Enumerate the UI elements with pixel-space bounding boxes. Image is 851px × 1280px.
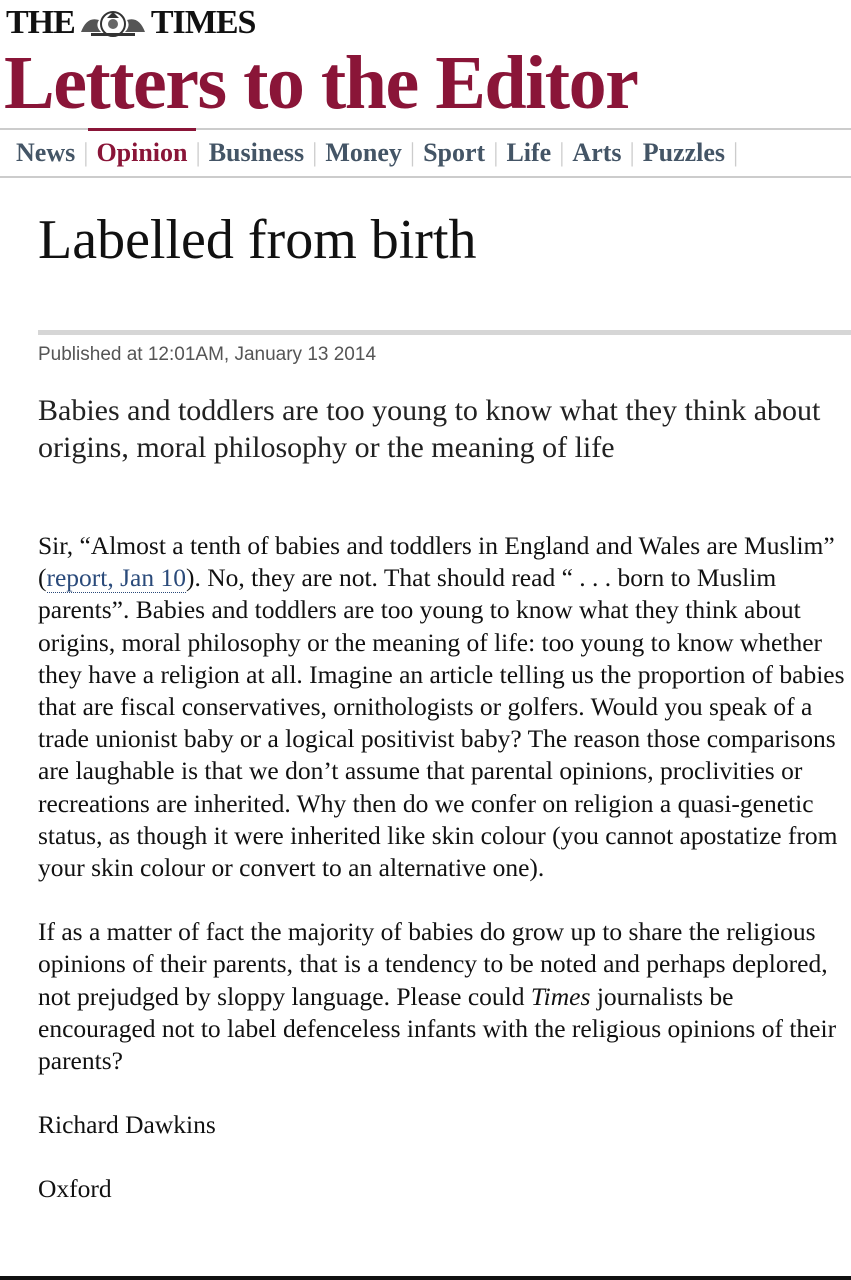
nav-item-business[interactable]: Business	[208, 138, 305, 167]
bottom-edge-bar	[0, 1276, 851, 1280]
nav-separator: |	[83, 138, 89, 167]
nav-item-opinion[interactable]: Opinion	[88, 130, 195, 176]
headline-divider	[38, 330, 851, 335]
nav-item-money[interactable]: Money	[325, 138, 402, 167]
masthead-the: THE	[6, 4, 75, 41]
paragraph-text: journalists be encouraged not to label defenceless infants with the religious opinions of their parents?	[38, 981, 837, 1076]
paragraph-text: If as a matter of fact the majority of babies do grow up to share the religious opinions of their parents, that is a tendency to be noted and perhaps deplored, not prejudged by sloppy language. Please could	[38, 917, 828, 1011]
nav-separator: |	[312, 138, 318, 167]
body-paragraph	[38, 530, 851, 884]
paragraph-text: ). No, they are not. That should read “ . . . born to Muslim parents”. Babies and toddlers are too young to know what they think about origins, moral philosophy or the meaning of life: too young to know whether they have a religion at all. Imagine an article telling us the proportion of babies that are fiscal conservatives, ornithologists or golfers. Would you speak of a trade unionist baby or a logical positivist baby? The reason those comparisons are laughable is that we don’t assume that parental opinions, proclivities or recreations are inherited. Why then do we confer on religion a quasi-genetic status, as though it were inherited like skin colour (you cannot apostatize from your skin colour or convert to an alternative one).	[38, 563, 845, 883]
nav-item-puzzles[interactable]: Puzzles	[642, 138, 726, 167]
times-italic: Times	[530, 981, 591, 1011]
article-body	[38, 530, 851, 1238]
section-title: Letters to the Editor	[4, 41, 638, 125]
nav-item-news[interactable]: News	[16, 138, 76, 167]
nav-separator: |	[493, 138, 499, 167]
main-navigation	[0, 128, 851, 178]
author-location: Oxford	[38, 1174, 112, 1204]
royal-crest-icon	[77, 8, 149, 38]
nav-item-arts[interactable]: Arts	[572, 138, 622, 167]
article-standfirst: Babies and toddlers are too young to know what they think about origins, moral philosophy or the meaning of life	[38, 394, 821, 464]
nav-separator: |	[629, 138, 635, 167]
nav-separator: |	[559, 138, 565, 167]
body-paragraph	[38, 916, 851, 1077]
report-link[interactable]: report, Jan 10	[46, 563, 187, 593]
nav-separator: |	[733, 138, 739, 167]
author-name: Richard Dawkins	[38, 1110, 216, 1140]
nav-item-sport[interactable]: Sport	[423, 138, 486, 167]
article-headline: Labelled from birth	[38, 209, 477, 271]
nav-item-life[interactable]: Life	[506, 138, 552, 167]
paragraph-text: Sir, “Almost a tenth of babies and toddlers in England and Wales are Muslim” (	[38, 531, 835, 593]
masthead-times: TIMES	[150, 4, 256, 41]
nav-separator: |	[195, 138, 201, 167]
times-masthead[interactable]	[6, 4, 255, 42]
nav-separator: |	[409, 138, 416, 167]
published-timestamp: Published at 12:01AM, January 13 2014	[38, 344, 377, 365]
